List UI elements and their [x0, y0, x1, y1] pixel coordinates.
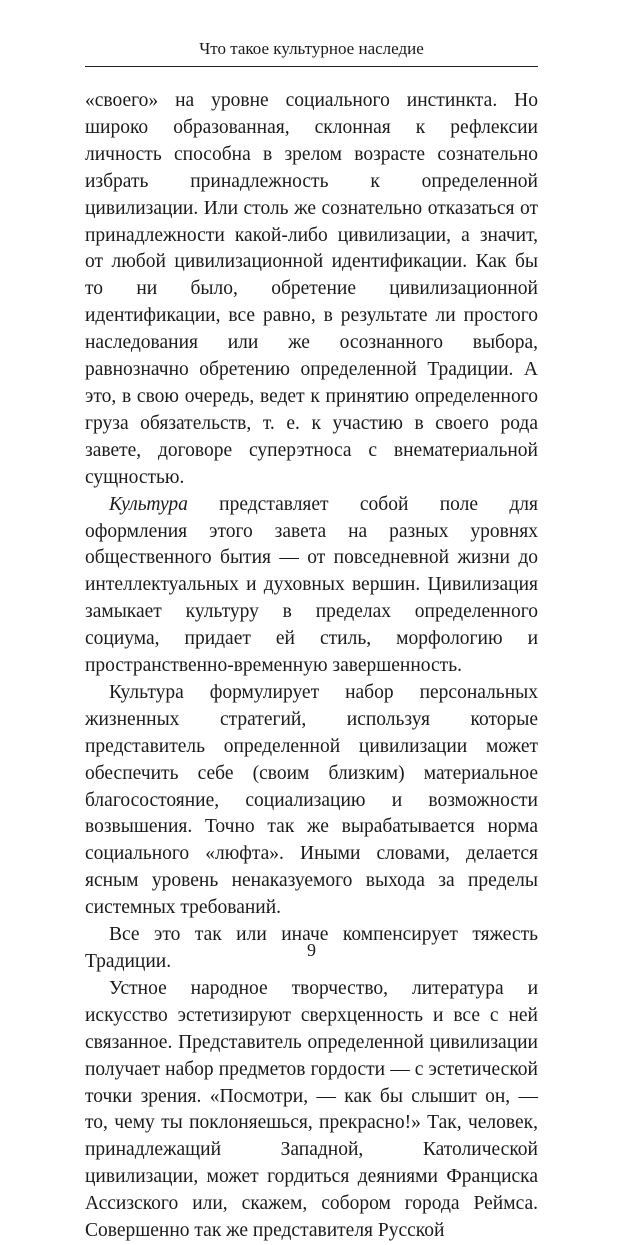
paragraph-2 [85, 492, 538, 680]
paragraph-2-lead: Культура [109, 493, 188, 515]
paragraph-2-body: представляет собой поле для оформления этого завета на разных уровнях общественного бытия — от повседневной жизни до интеллектуальных и духовных вершин. Цивилизация замыкает культуру в пределах определенного социума, придает ей стиль, морфологию и пространственно-временную завершенность. [85, 493, 538, 677]
paragraph-1: «своего» на уровне социального инстинкта. Но широко образованная, склонная к рефлексии личность способна в зрелом возрасте сознательно избрать принадлежность к определенной цивилизации. Или столь же сознательно отказаться от принадлежности какой-либо цивилизации, а значит, от любой цивилизационной идентификации. Как бы то ни было, обретение цивилизационной идентификации, все равно, в результате ли простого наследования или же осознанного выбора, равнозначно обретению определенной Традиции. А это, в свою очередь, ведет к принятию определенного груза обязательств, т. е. к участию в своего рода завете, договоре суперэтноса с внематериальной сущностью. [85, 90, 538, 488]
paragraph-3: Культура формулирует набор персональных жизненных стратегий, используя которые представитель определенной цивилизации может обеспечить себе (своим близким) материальное благосостояние, социализацию и возможности возвышения. Точно так же вырабатывается норма социального «люфта». Иными словами, делается ясным уровень ненаказуемого выхода за пределы системных требований. [85, 681, 538, 919]
page-number: 9 [307, 940, 316, 960]
body-text [85, 88, 538, 1245]
paragraph-4: Все это так или иначе компенсирует тяжесть Традиции. [85, 924, 538, 972]
running-header: Что такое культурное наследие [85, 38, 538, 67]
paragraph-5: Устное народное творчество, литература и искусство эстетизируют сверхценность и все с ней связанное. Представитель определенной цивилизации получает набор предметов гордости — с эстетической точки зрения. «Посмотри, — как бы слышит он, — то, чему ты поклоняешься, прекрасно!» Так, человек, принадлежащий Западной, Католической цивилизации, может гордиться деяниями Франциска Ассизского или, скажем, собором города Реймса. Совершенно так же представителя Русской [85, 977, 538, 1242]
